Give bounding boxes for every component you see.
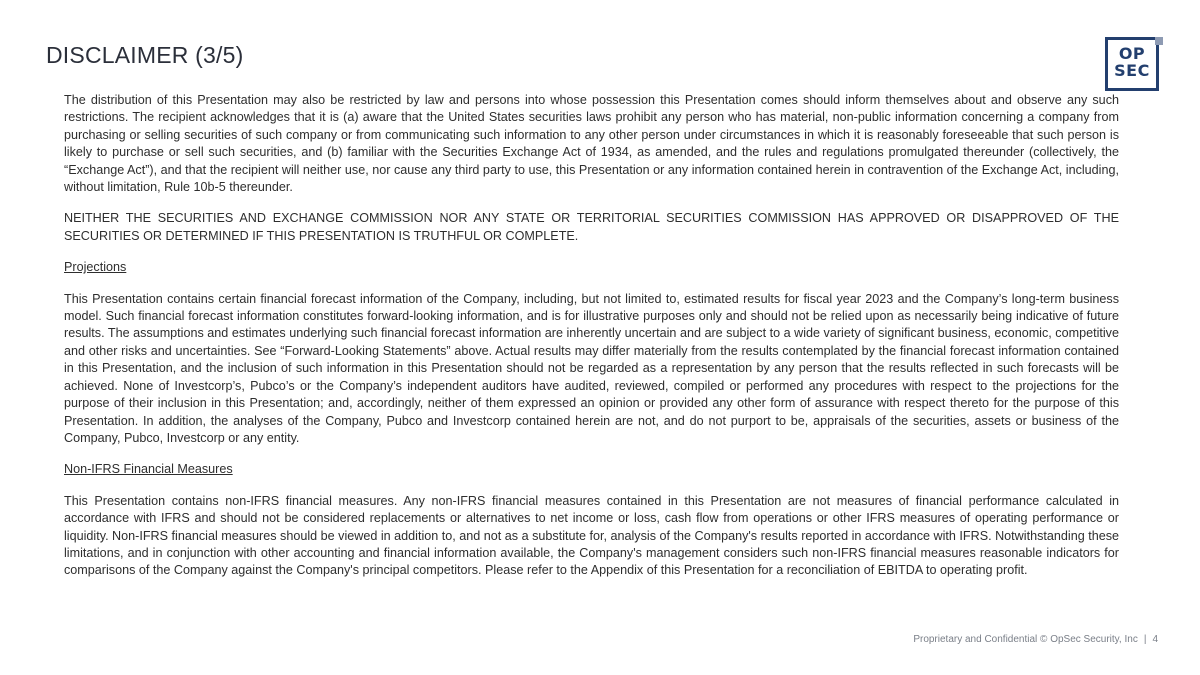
logo-line-1: OP	[1118, 44, 1146, 63]
logo-wordmark	[1105, 45, 1159, 79]
opsec-logo	[1105, 37, 1163, 95]
distribution-paragraph: The distribution of this Presentation may also be restricted by law and persons into whose possession this Presentation comes should inform themselves about and observe any such restrictions. The recipient acknowledges that it is (a) aware that the United States securities laws prohibit any person who has material, non-public information concerning a company from purchasing or selling securities of such company or from communicating such information to any other person under circumstances in which it is reasonably foreseeable that such person is likely to purchase or sell such securities, and (b) familiar with the Securities Exchange Act of 1934, as amended, and the rules and regulations promulgated thereunder (collectively, the “Exchange Act”), and that the recipient will neither use, nor cause any third party to use, this Presentation or any information contained herein in contravention of the Exchange Act, including, without limitation, Rule 10b-5 thereunder.	[64, 93, 1119, 195]
logo-line-2: SEC	[1114, 61, 1150, 80]
projections-paragraph: This Presentation contains certain financial forecast information of the Company, including, but not limited to, estimated results for fiscal year 2023 and the Company’s long-term business model. Such financial forecast information constitutes forward-looking information, and is for illustrative purposes only and should not be relied upon as necessarily being indicative of future results. The assumptions and estimates underlying such financial forecast information are inherently uncertain and are subject to a wide variety of significant business, economic, competitive and other risks and uncertainties. See “Forward-Looking Statements” above. Actual results may differ materially from the results contemplated by the financial forecast information contained in this Presentation, and the inclusion of such information in this Presentation should not be regarded as a representation by any person that the results reflected in such forecasts will be achieved. None of Investcorp’s, Pubco’s or the Company’s independent auditors have audited, reviewed, compiled or performed any procedures with respect to the projections for the purpose of their inclusion in this Presentation; and, accordingly, neither of them expressed an opinion or provided any other form of assurance with respect thereto for the purpose of this Presentation. In addition, the analyses of the Company, Pubco and Investcorp contained herein are not, and do not purport to be, appraisals of the securities, assets or business of the Company, Pubco, Investcorp or any entity.	[64, 291, 1119, 445]
footer-separator: |	[1143, 634, 1147, 645]
non-ifrs-heading	[64, 461, 1119, 478]
disclaimer-body	[64, 92, 1119, 594]
footer-confidentiality: Proprietary and Confidential © OpSec Security, Inc	[913, 634, 1138, 645]
non-ifrs-heading-text: Non-IFRS Financial Measures	[64, 462, 233, 477]
page-title: DISCLAIMER (3/5)	[46, 42, 244, 68]
footer	[913, 634, 1158, 645]
page-number: 4	[1152, 634, 1158, 645]
projections-heading	[64, 259, 1119, 276]
non-ifrs-paragraph: This Presentation contains non-IFRS financial measures. Any non-IFRS financial measures contained in this Presentation are not measures of financial performance calculated in accordance with IFRS and should not be considered replacements or alternatives to net income or loss, cash flow from operations or other IFRS measures of operating performance or liquidity. Non-IFRS financial measures should be viewed in addition to, and not as a substitute for, analysis of the Company's results reported in accordance with IFRS. Notwithstanding these limitations, and in conjunction with other accounting and financial information available, the Company's management considers such non-IFRS financial measures reasonable indicators for comparisons of the Company against the Company's principal competitors. Please refer to the Appendix of this Presentation for a reconciliation of EBITDA to operating profit.	[64, 493, 1120, 578]
logo-corner-square	[1155, 37, 1163, 45]
sec-notice-paragraph: NEITHER THE SECURITIES AND EXCHANGE COMMISSION NOR ANY STATE OR TERRITORIAL SECURITIES COMMISSION HAS APPROVED OR DISAPPROVED OF THE SECURITIES OR DETERMINED IF THIS PRESENTATION IS TRUTHFUL OR COMPLETE.	[64, 211, 1119, 243]
projections-heading-text: Projections	[64, 260, 127, 275]
